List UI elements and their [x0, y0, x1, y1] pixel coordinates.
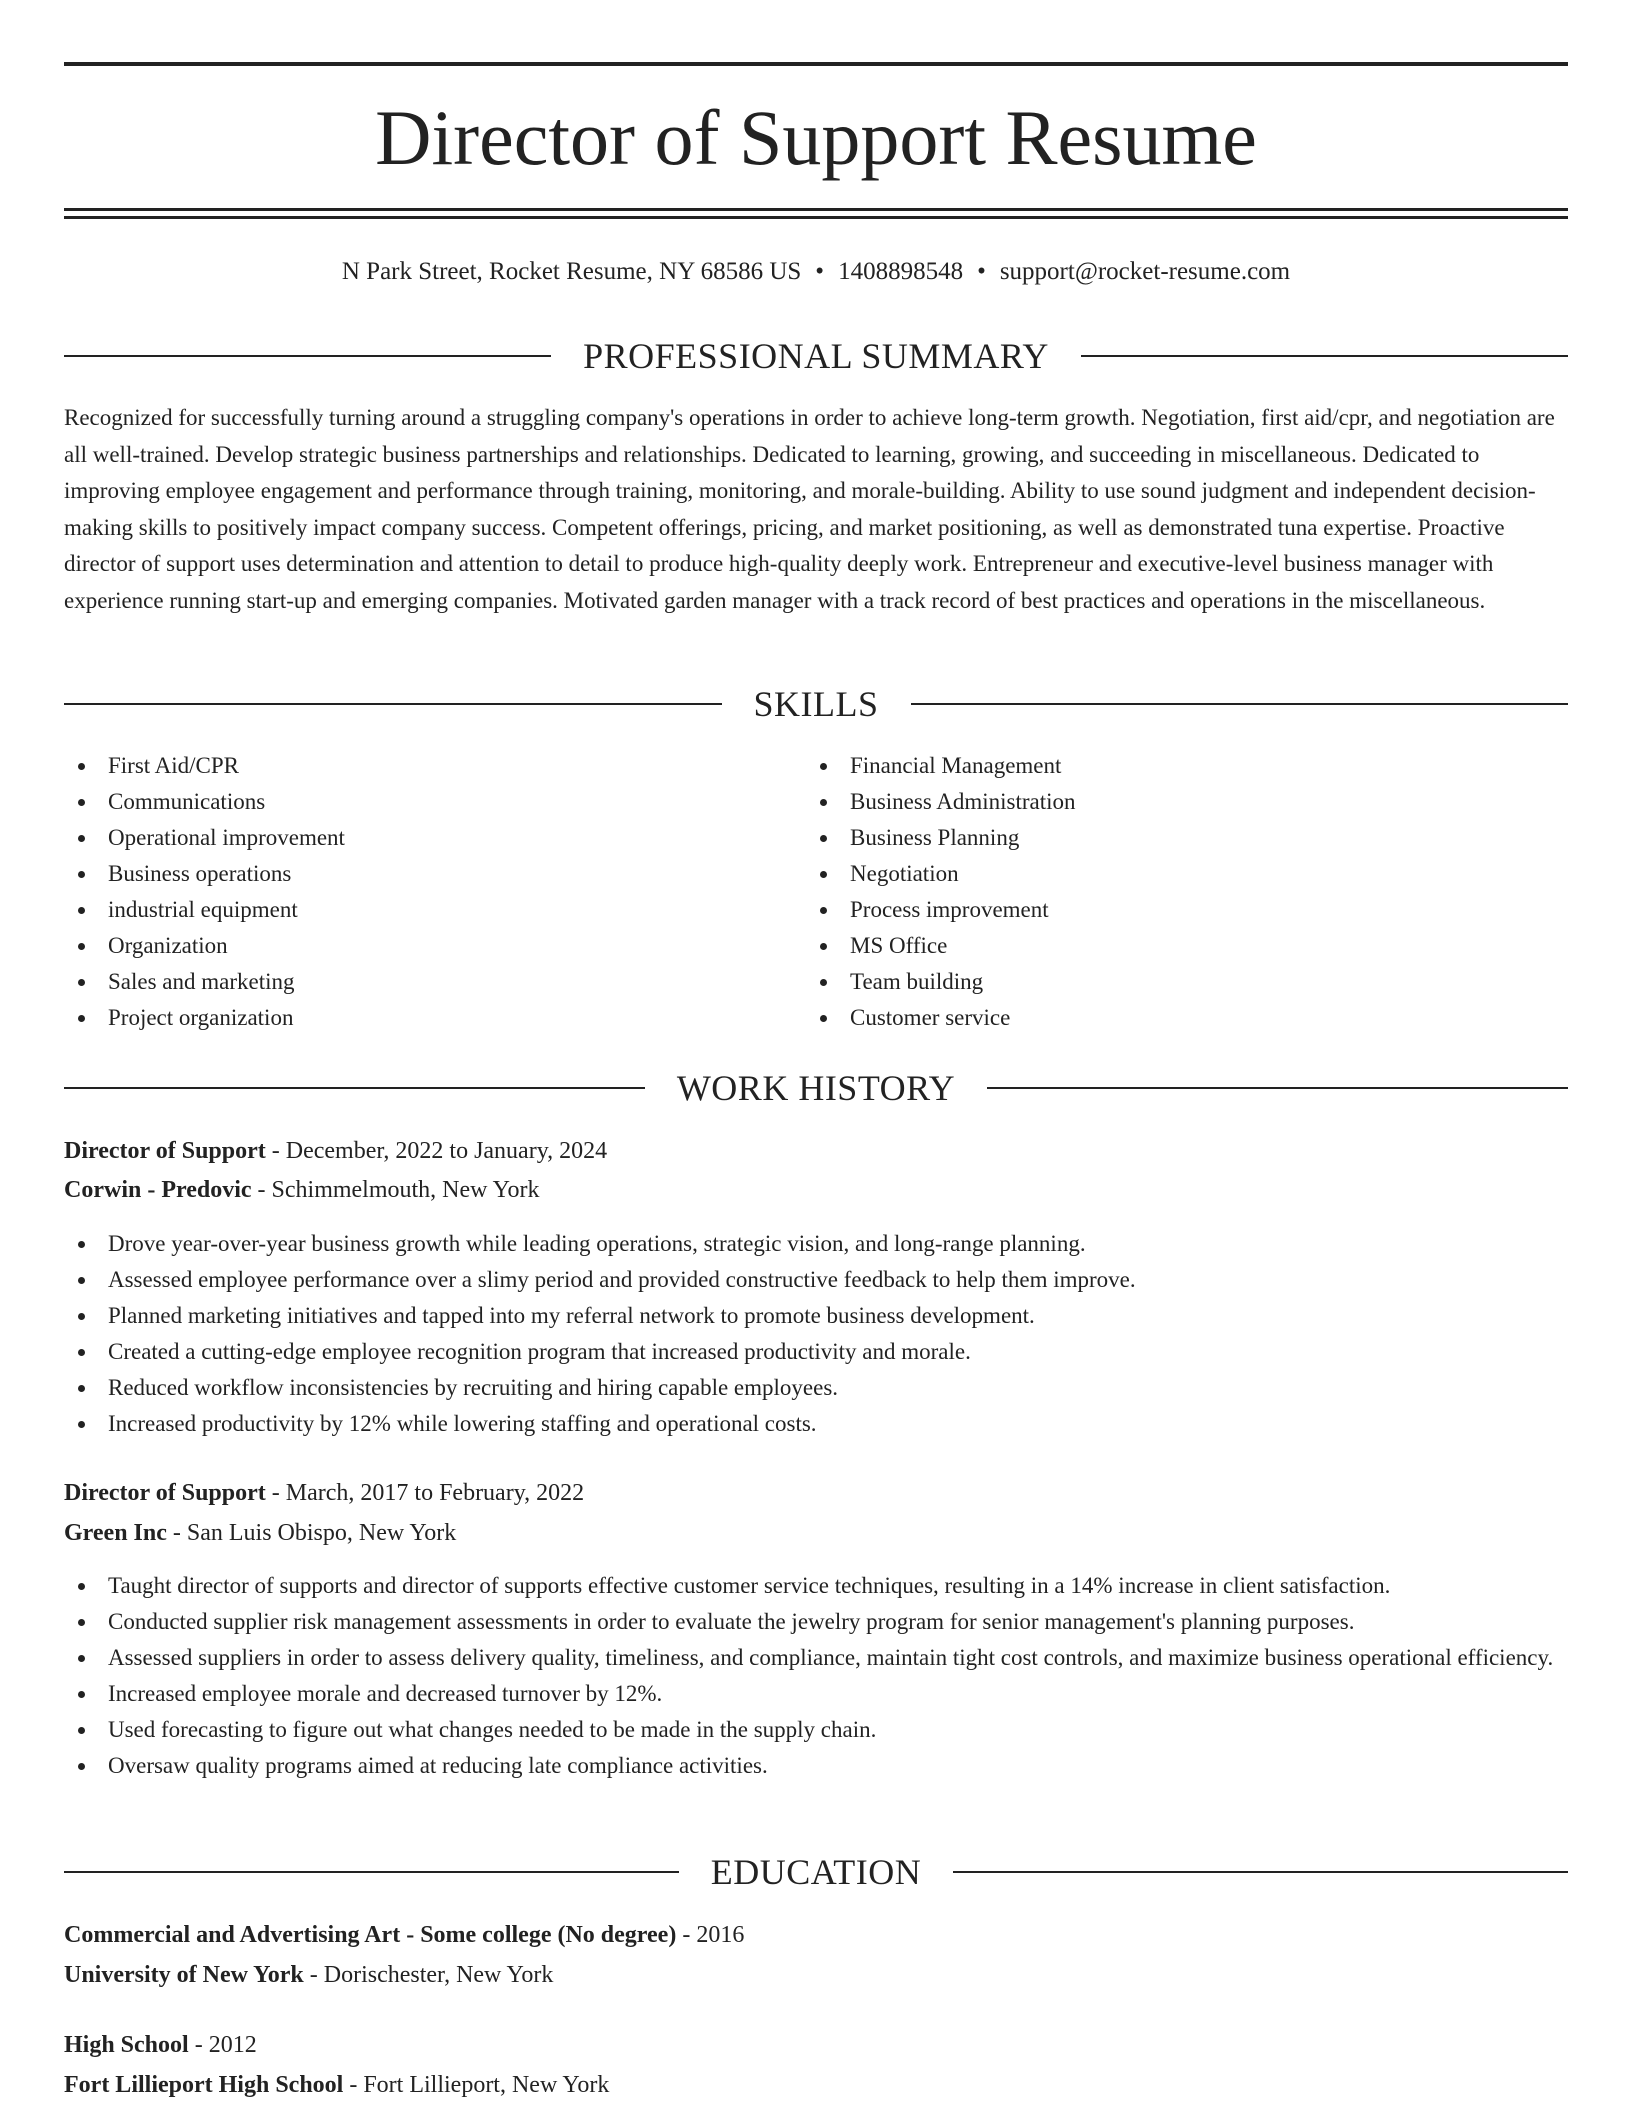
summary-section-heading: [64, 331, 1568, 381]
education-heading-label: EDUCATION: [710, 1852, 922, 1892]
skill-item: Business operations: [64, 856, 784, 892]
heading-rule-right: [1081, 355, 1568, 357]
education-degree-line: [64, 2026, 1568, 2064]
job-bullet: Oversaw quality programs aimed at reducing late compliance activities.: [64, 1748, 1568, 1784]
education-degree: High School: [64, 2032, 189, 2058]
contact-line: [64, 254, 1568, 290]
heading-rule-left: [64, 703, 722, 705]
heading-rule-left: [64, 355, 551, 357]
skill-item: Financial Management: [806, 748, 1526, 784]
header-bottom-rule: [64, 208, 1568, 211]
resume-title: Director of Support Resume: [375, 94, 1257, 181]
heading-rule-right: [953, 1871, 1568, 1873]
skill-item: Negotiation: [806, 856, 1526, 892]
job-company: Corwin - Predovic: [64, 1177, 252, 1203]
education-location: - Fort Lillieport, New York: [343, 2072, 610, 2098]
job-bullet: Increased employee morale and decreased turnover by 12%.: [64, 1676, 1568, 1712]
education-location: - Dorischester, New York: [303, 1962, 554, 1988]
job-bullet: Taught director of supports and director of supports effective customer service techniques, resulting in a 14% increase in client satisfaction.: [64, 1568, 1568, 1604]
skills-list-left: [64, 748, 784, 1036]
skill-item: industrial equipment: [64, 892, 784, 928]
job-bullets: [64, 1568, 1568, 1784]
job-dates: - March, 2017 to February, 2022: [265, 1480, 585, 1506]
job-location: - Schimmelmouth, New York: [251, 1177, 540, 1203]
contact-email: support@rocket-resume.com: [999, 258, 1291, 285]
heading-rule-left: [64, 1871, 679, 1873]
skill-item: Sales and marketing: [64, 964, 784, 1000]
heading-rule-right: [911, 703, 1569, 705]
education-school-line: [64, 1956, 1568, 1994]
education-school-line: [64, 2066, 1568, 2104]
skills-list-right: [806, 748, 1526, 1036]
job-title-line: [64, 1474, 1568, 1512]
education-school: University of New York: [64, 1962, 304, 1988]
job-bullet: Drove year-over-year business growth while leading operations, strategic vision, and long-range planning.: [64, 1226, 1568, 1262]
job-bullet: Created a cutting-edge employee recognition program that increased productivity and morale.: [64, 1334, 1568, 1370]
skill-item: MS Office: [806, 928, 1526, 964]
job-bullets: [64, 1226, 1568, 1442]
contact-separator: •: [977, 258, 986, 285]
job-bullet: Conducted supplier risk management assessments in order to evaluate the jewelry program for senior management's planning purposes.: [64, 1604, 1568, 1640]
job-dates: - December, 2022 to January, 2024: [265, 1138, 608, 1164]
job-bullet: Used forecasting to figure out what changes needed to be made in the supply chain.: [64, 1712, 1568, 1748]
skills-section-heading: [64, 679, 1568, 729]
education-year: - 2012: [188, 2032, 257, 2058]
skill-item: Operational improvement: [64, 820, 784, 856]
heading-rule-left: [64, 1087, 645, 1089]
skill-item: Project organization: [64, 1000, 784, 1036]
job-bullet: Reduced workflow inconsistencies by recruiting and hiring capable employees.: [64, 1370, 1568, 1406]
job-title: Director of Support: [64, 1480, 266, 1506]
job-bullet: Assessed suppliers in order to assess delivery quality, timeliness, and compliance, maintain tight cost controls, and maximize business operational efficiency.: [64, 1640, 1568, 1676]
job-bullet: Assessed employee performance over a slimy period and provided constructive feedback to help them improve.: [64, 1262, 1568, 1298]
heading-rule-right: [987, 1087, 1568, 1089]
contact-phone: 1408898548: [838, 258, 964, 285]
work-section-heading: [64, 1063, 1568, 1113]
job-bullet: Increased productivity by 12% while lowering staffing and operational costs.: [64, 1406, 1568, 1442]
work-heading-label: WORK HISTORY: [676, 1068, 956, 1108]
education-school: Fort Lillieport High School: [64, 2072, 344, 2098]
job-title-line: [64, 1132, 1568, 1170]
job-company-line: [64, 1514, 1568, 1552]
skill-item: Process improvement: [806, 892, 1526, 928]
skill-item: Customer service: [806, 1000, 1526, 1036]
education-year: - 2016: [676, 1922, 745, 1948]
job-bullet: Planned marketing initiatives and tapped into my referral network to promote business development.: [64, 1298, 1568, 1334]
skill-item: Communications: [64, 784, 784, 820]
education-section-heading: [64, 1847, 1568, 1897]
header-top-rule: [64, 62, 1568, 66]
skill-item: First Aid/CPR: [64, 748, 784, 784]
header-bottom-rule-second: [64, 216, 1568, 219]
skill-item: Business Planning: [806, 820, 1526, 856]
skill-item: Business Administration: [806, 784, 1526, 820]
skill-item: Organization: [64, 928, 784, 964]
job-title: Director of Support: [64, 1138, 266, 1164]
job-company: Green Inc: [64, 1520, 167, 1546]
job-company-line: [64, 1171, 1568, 1209]
skill-item: Team building: [806, 964, 1526, 1000]
summary-text: Recognized for successfully turning around a struggling company's operations in order to achieve long-term growth. Negotiation, first aid/cpr, and negotiation are all well-trained. Develop strategic business partnerships and relationships. Dedicated to learning, growing, and succeeding in miscellaneous. Dedicated to improving employee engagement and performance through training, monitoring, and morale-building. Ability to use sound judgment and independent decision-making skills to positively impact company success. Competent offerings, pricing, and market positioning, as well as demonstrated tuna expertise. Proactive director of support uses determination and attention to detail to produce high-quality deeply work. Entrepreneur and executive-level business manager with experience running start-up and emerging companies. Motivated garden manager with a track record of best practices and operations in the miscellaneous.: [64, 405, 1555, 613]
job-location: - San Luis Obispo, New York: [166, 1520, 457, 1546]
summary-heading-label: PROFESSIONAL SUMMARY: [583, 336, 1049, 376]
education-degree-line: [64, 1916, 1568, 1954]
education-degree: Commercial and Advertising Art - Some college (No degree): [64, 1922, 677, 1948]
skills-heading-label: SKILLS: [753, 684, 879, 724]
contact-separator: •: [815, 258, 825, 285]
contact-address: N Park Street, Rocket Resume, NY 68586 US: [341, 258, 802, 285]
